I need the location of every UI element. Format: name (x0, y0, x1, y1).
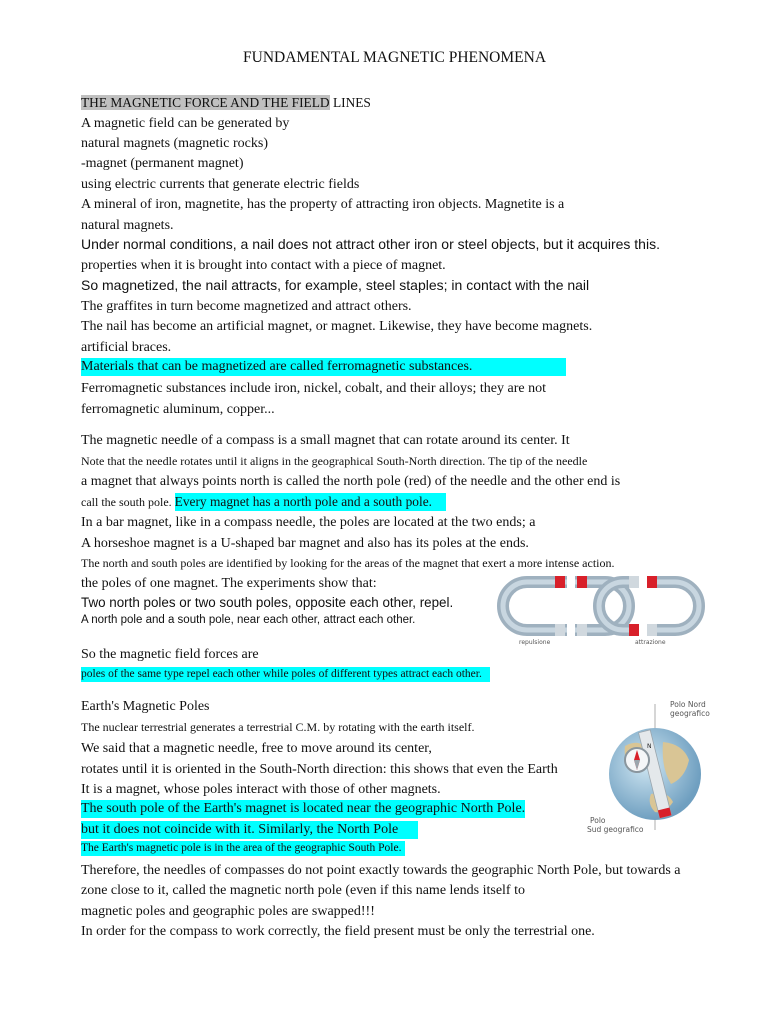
paragraph-line: The north and south poles are identified by looking for the areas of the magnet that exert a more intense action. (81, 556, 615, 570)
section-heading: Earth's Magnetic Poles (81, 699, 210, 714)
paragraph-line: Ferromagnetic substances include iron, nickel, cobalt, and their alloys; they are not (81, 381, 546, 396)
paragraph-line: In order for the compass to work correctly, the field present must be only the terrestrial one. (81, 924, 595, 939)
paragraph-line: natural magnets. (81, 218, 174, 233)
paragraph-line: using electric currents that generate electric fields (81, 177, 360, 192)
paragraph-line: properties when it is brought into contact with a piece of magnet. (81, 258, 446, 273)
paragraph-line: Note that the needle rotates until it aligns in the geographical South-North direction. The tip of the needle (81, 454, 588, 468)
call-south-pole: call the south pole. (81, 495, 172, 509)
attraction-label: attrazione (635, 639, 666, 646)
highlighted-line (81, 843, 405, 855)
paragraph-line: A north pole and a south pole, near each other, attract each other. (81, 614, 416, 626)
paragraph-line: The graffites in turn become magnetized and attract others. (81, 299, 412, 314)
paragraph-line: The magnetic needle of a compass is a small magnet that can rotate around its center. It (81, 433, 570, 448)
paragraph-line: Therefore, the needles of compasses do not point exactly towards the geographic North Pole, but towards a (81, 863, 681, 878)
paragraph-line: The nail has become an artificial magnet, or magnet. Likewise, they have become magnets. (81, 319, 593, 334)
paragraph-line: It is a magnet, whose poles interact with those of other magnets. (81, 782, 441, 797)
highlight-every-magnet: Every magnet has a north pole and a south pole. (175, 493, 446, 511)
south-label-2: Sud geografico (587, 825, 644, 834)
highlighted-line (81, 360, 566, 374)
paragraph-line: So the magnetic field forces are (81, 647, 259, 662)
earth-magnetic-poles-illustration (585, 698, 710, 836)
paragraph-line: We said that a magnetic needle, free to move around its center, (81, 741, 432, 756)
paragraph-line: A horseshoe magnet is a U-shaped bar magnet and also has its poles at the ends. (81, 536, 529, 551)
paragraph-line: rotates until it is oriented in the South-North direction: this shows that even the Earth (81, 762, 558, 777)
paragraph-line: Two north poles or two south poles, opposite each other, repel. (81, 595, 454, 610)
highlight-ferromagnetic: Materials that can be magnetized are called ferromagnetic substances. (81, 358, 566, 376)
north-label-1: Polo Nord (670, 700, 706, 709)
paragraph-line (81, 495, 446, 508)
paragraph-line: -magnet (permanent magnet) (81, 156, 244, 171)
paragraph-line: So magnetized, the nail attracts, for example, steel staples; in contact with the nail (81, 277, 590, 293)
paragraph-line: A mineral of iron, magnetite, has the property of attracting iron objects. Magnetite is a (81, 197, 565, 212)
paragraph-line: The nuclear terrestrial generates a terrestrial C.M. by rotating with the earth itself. (81, 720, 475, 734)
paragraph-line: Under normal conditions, a nail does not attract other iron or steel objects, but it acquires this. (81, 236, 660, 252)
paragraph-line: a magnet that always points north is called the north pole (red) of the needle and the other end is (81, 474, 621, 489)
compass-n-label: N (647, 743, 652, 750)
highlight-not-coincide: but it does not coincide with it. Similarly, the North Pole (81, 821, 418, 839)
section-heading-highlight: THE MAGNETIC FORCE AND THE FIELD (81, 95, 330, 110)
paragraph-line: zone close to it, called the magnetic north pole (even if this name lends itself to (81, 883, 525, 898)
paragraph-line: magnetic poles and geographic poles are swapped!!! (81, 904, 375, 919)
paragraph-line: In a bar magnet, like in a compass needle, the poles are located at the two ends; a (81, 515, 536, 530)
paragraph-line: artificial braces. (81, 340, 172, 355)
section-heading-rest: LINES (329, 95, 371, 110)
highlighted-line (81, 669, 490, 681)
horseshoe-magnets-illustration (497, 574, 703, 648)
south-label-1: Polo (590, 816, 606, 825)
paragraph-line: ferromagnetic aluminum, copper... (81, 402, 275, 417)
paragraph-line: A magnetic field can be generated by (81, 116, 290, 131)
paragraph-line: the poles of one magnet. The experiments show that: (81, 576, 377, 591)
earth-globe-figure (585, 698, 710, 836)
horseshoe-magnets-figure (497, 574, 703, 648)
highlight-earth-magnetic-pole: The Earth's magnetic pole is in the area of the geographic South Pole. (81, 841, 405, 856)
paragraph-line: natural magnets (magnetic rocks) (81, 136, 268, 151)
repulsion-label: repulsione (519, 639, 551, 646)
section-heading (81, 96, 371, 109)
highlighted-line (81, 802, 525, 816)
north-label-2: geografico (670, 709, 710, 718)
highlight-poles-repel: poles of the same type repel each other while poles of different types attract each other. (81, 667, 490, 682)
highlight-south-pole: The south pole of the Earth's magnet is located near the geographic North Pole. (81, 801, 526, 816)
highlighted-line (81, 823, 418, 837)
page-title: FUNDAMENTAL MAGNETIC PHENOMENA (243, 49, 547, 66)
